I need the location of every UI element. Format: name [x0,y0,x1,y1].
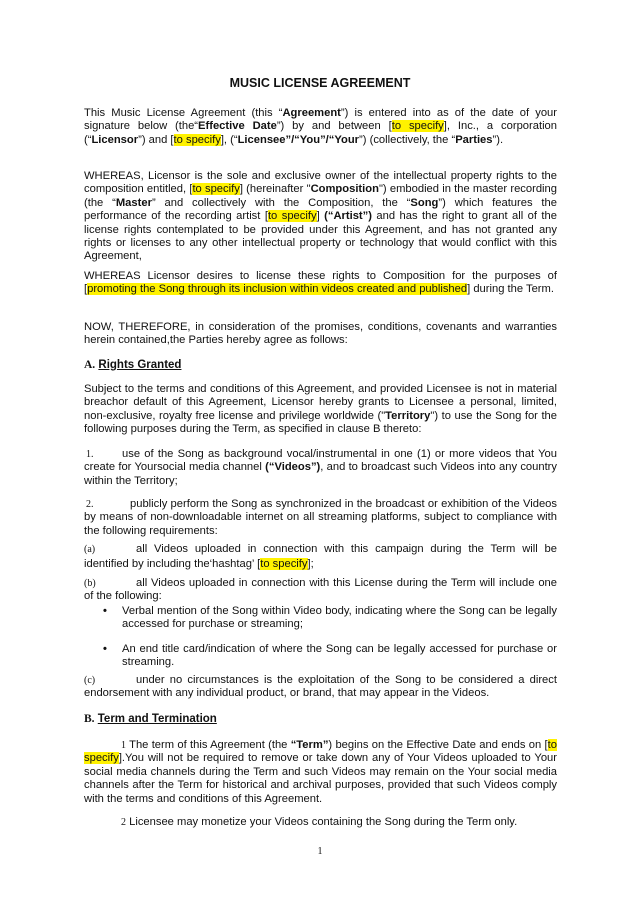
rights-text: ") to use the Song for the following purposes during the Term, as specified in clause B thereto: [84,409,557,436]
placeholder-hashtag: to specify [260,558,308,570]
defined-term-artist: (“Artist”) [324,210,372,223]
intro-text: ”) (collectively, the “ [359,133,456,146]
placeholder-artist: to specify [267,210,317,223]
term-clause-1 [84,739,557,806]
intro-text: ], (“ [220,133,238,146]
defined-term-licensor: Licensor [91,133,139,146]
intro-text: ”) is entered into as of the date of your signature below (the“ [84,107,557,133]
defined-term-videos: (“Videos”) [265,461,321,474]
clause-number: (c) [84,675,96,686]
clause-number: (b) [84,578,96,589]
term-clause-2 [84,816,557,829]
placeholder-end-date: to specify [84,739,557,765]
clause-text: all Videos uploaded in connection with this campaign during the Term will be identified by including the‘hashtag’ [ [84,543,557,570]
defined-term-song: Song [410,196,439,209]
defined-term-master: Master [115,196,152,209]
clause-text: Licensee may monetize your Videos containing the Song during the Term only. [129,816,518,828]
bullet-item [103,605,557,632]
clause-text: ) begins on the Effective Date and ends on [ [328,739,548,751]
placeholder-composition: to specify [192,183,240,196]
defined-term-effective-date: Effective Date [198,120,277,133]
bullet-item [103,643,557,670]
section-title: Rights Granted [98,359,182,371]
now-therefore-paragraph: NOW, THEREFORE, in consideration of the promises, conditions, covenants and warranties herein contained,the Parties hereby agree as follows: [84,321,557,347]
whereas-text: ") embodied in the master recording (the “ [84,183,557,209]
placeholder-licensee: to specify [173,133,221,146]
clause-a [84,542,557,572]
defined-term-territory: Territory [385,409,431,422]
clause-text: use of the Song as background vocal/instrumental in one (1) or more videos that You create for Yoursocial media channel [84,448,557,474]
intro-text: ”) by and between [ [276,120,392,133]
bullet-text: Verbal mention of the Song within Video body, indicating where the Song can be legally accessed for purchase or streaming; [122,605,557,631]
placeholder-purpose: promoting the Song through its inclusion within videos created and published [87,283,468,296]
clause-1 [84,448,557,488]
clause-number: 1 [121,740,126,751]
defined-term-term: “Term” [290,739,329,751]
clause-text: ].You will not be required to remove or take down any of Your Videos uploaded to Your social media channels during the Term and such Videos may remain on the Your social media channels after the Term for historical and archival purposes, provided that such Videos comply with the terms and conditions of this Agreement. [84,752,557,805]
clause-number: 1. [86,449,94,460]
bullet-text: An end title card/indication of where the Song can be legally accessed for purchase or streaming. [122,643,557,669]
section-b-heading [84,713,217,726]
section-letter: A. [84,359,96,371]
placeholder-licensor: to specify [391,120,444,133]
clause-b [84,577,557,604]
intro-text: This Music License Agreement (this “ [84,107,283,119]
whereas-text: ” and collectively with the Composition, the “ [151,196,411,209]
whereas-text: ”) which features the performance of the recording artist [ [84,196,557,223]
intro-paragraph [84,107,557,147]
section-a-heading [84,359,181,372]
whereas-ownership-paragraph [84,170,557,264]
whereas-text: ] [316,210,325,223]
whereas-text: WHEREAS Licensor desires to license these rights to Composition for the purposes of [ [84,270,557,296]
whereas-purpose-paragraph [84,270,557,297]
whereas-text: and has the right to grant all of the license rights contemplated to be provided under this Agreement, and has not granted any rights or licenses to any other intellectual property or technology that would conflict with this Agreement, [84,210,557,263]
defined-term-composition: Composition [310,183,379,196]
bullet-icon: • [103,605,107,617]
whereas-text: ] during the Term. [467,283,554,296]
agreement-title: MUSIC LICENSE AGREEMENT [229,76,411,90]
intro-text: ”) and [ [138,133,174,146]
section-letter: B. [84,713,95,725]
clause-2 [84,498,557,538]
whereas-text: WHEREAS, Licensor is the sole and exclusive owner of the intellectual property rights to the composition entitled, [ [84,170,557,196]
intro-text: ”). [492,133,504,146]
defined-term-parties: Parties [455,133,493,146]
rights-text: Subject to the terms and conditions of this Agreement, and provided Licensee is not in material breachor default of this Agreement, Licensor hereby grants to Licensee a personal, limited, non-exclusive, royalty free license and privilege worldwide (" [84,383,557,422]
section-title: Term and Termination [97,713,217,725]
rights-granted-paragraph [84,383,557,437]
whereas-text: ] (hereinafter " [239,183,311,196]
clause-number: 2. [86,499,94,510]
clause-text: ]; [307,558,314,570]
clause-number: (a) [84,544,96,555]
defined-term-agreement: Agreement [282,107,341,119]
clause-text: all Videos uploaded in connection with this License during the Term will include one of the following: [84,577,557,603]
clause-text: The term of this Agreement (the [129,739,291,751]
clause-text: under no circumstances is the exploitation of the Song to be considered a direct endorsement with any individual product, or brand, that may appear in the Videos. [84,674,557,700]
clause-text: , and to broadcast such Videos into any country within the Territory; [84,461,558,487]
bullet-icon: • [103,643,107,655]
clause-c [84,674,557,701]
intro-text: ], Inc., a corporation (“ [84,120,557,146]
defined-term-licensee: Licensee”/“You”/“Your [237,133,360,146]
clause-number: 2 [121,817,126,828]
clause-text: publicly perform the Song as synchronized in the broadcast or exhibition of the Videos by means of non-downloadable internet on all streaming platforms, subject to compliance with the following requirements: [84,498,557,537]
page-number: 1 [317,846,323,857]
